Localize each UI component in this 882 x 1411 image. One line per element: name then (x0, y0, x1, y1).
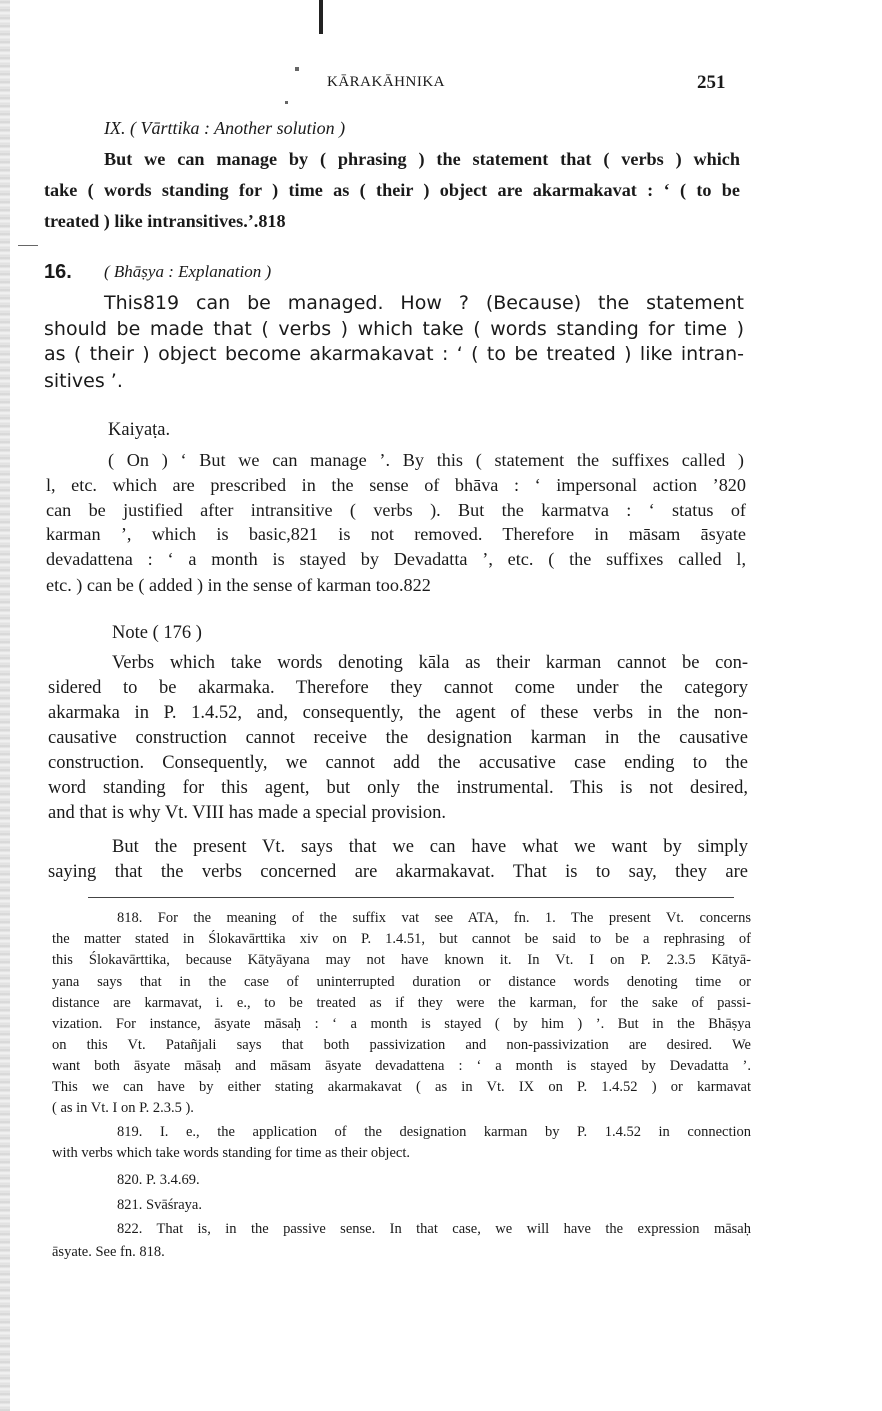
paragraph-line: take ( words standing for ) time as ( their ) object are akarmakavat : ‘ ( to be (44, 180, 740, 200)
paragraph-line: This819 can be managed. How ? (Because) the statement (104, 292, 744, 314)
page-number: 251 (697, 72, 726, 93)
footnote-line: 822. That is, in the passive sense. In that case, we will have the expression māsaḥ (117, 1221, 751, 1237)
section-number: 16. (44, 261, 72, 283)
paragraph-line: construction. Consequently, we cannot add the accusative case ending to the (48, 753, 748, 773)
paragraph-line: l, etc. which are prescribed in the sense of bhāva : ‘ impersonal action ’820 (46, 475, 746, 495)
paragraph-line: devadattena : ‘ a month is stayed by Devadatta ’, etc. ( the suffixes called l, (46, 549, 746, 569)
paragraph-line: But we can manage by ( phrasing ) the statement that ( verbs ) which (104, 149, 740, 169)
paragraph-line: karman ’, which is basic,821 is not removed. Therefore in māsam āsyate (46, 524, 746, 544)
footnote-line: the matter stated in Ślokavārttika xiv on P. 1.4.51, but cannot be said to be a rephrasing of (52, 931, 751, 947)
scan-dot (295, 67, 299, 71)
footnote-line: ( as in Vt. I on P. 2.3.5 ). (52, 1100, 194, 1116)
footnote-line: on this Vt. Patañjali says that both passivization and non-passivization are desired. We (52, 1037, 751, 1053)
footnote-line: 821. Svāśraya. (117, 1197, 202, 1213)
footnote-line: 819. I. e., the application of the designation karman by P. 1.4.52 in connection (117, 1124, 751, 1140)
footnote-line: This we can have by either stating akarmakavat ( as in Vt. IX on P. 1.4.52 ) or karmavat (52, 1079, 751, 1095)
footnote-line: this Ślokavārttika, because Kātyāyana may not have known it. In Vt. I on P. 2.3.5 Kātyā- (52, 952, 751, 968)
footnote-line: 820. P. 3.4.69. (117, 1172, 200, 1188)
running-head: KĀRAKĀHNIKA (327, 74, 445, 90)
footnote-line: 818. For the meaning of the suffix vat see ATA, fn. 1. The present Vt. concerns (117, 910, 751, 926)
section-heading: IX. ( Vārttika : Another solution ) (104, 118, 346, 138)
paragraph-line: treated ) like intransitives.’.818 (44, 211, 286, 231)
paragraph-line: saying that the verbs concerned are akarmakavat. That is to say, they are (48, 862, 748, 882)
scan-dot (285, 101, 288, 104)
footnote-line: yana says that in the case of uninterrupted duration or distance words denoting time or (52, 974, 751, 990)
paragraph-line: word standing for this agent, but only the instrumental. This is not desired, (48, 778, 748, 798)
footnote-line: with verbs which take words standing for time as their object. (52, 1145, 410, 1161)
scan-edge (0, 0, 10, 1411)
paragraph-line: ( On ) ‘ But we can manage ’. By this ( statement the suffixes called ) (108, 450, 744, 470)
top-scan-mark (319, 0, 323, 34)
paragraph-line: etc. ) can be ( added ) in the sense of karman too.822 (46, 575, 431, 595)
section-heading: ( Bhāṣya : Explanation ) (104, 262, 272, 281)
paragraph-line: and that is why Vt. VIII has made a special provision. (48, 803, 447, 823)
paragraph-line: Verbs which take words denoting kāla as their karman cannot be con- (112, 653, 748, 673)
scan-dash (18, 245, 38, 246)
paragraph-line: But the present Vt. says that we can have what we want by simply (112, 837, 748, 857)
footnote-line: distance are karmavat, i. e., to be treated as if they were the karman, for the sake of passi- (52, 995, 751, 1011)
paragraph-line: can be justified after intransitive ( verbs ). But the karmatva : ‘ status of (46, 500, 746, 520)
paragraph-line: causative construction cannot receive the designation karman in the causative (48, 728, 748, 748)
footnote-line: vization. For instance, āsyate māsaḥ : ‘ a month is stayed ( by him ) ’. But in the Bhāṣya (52, 1016, 751, 1032)
footnote-line: āsyate. See fn. 818. (52, 1244, 165, 1260)
paragraph-line: sidered to be akarmaka. Therefore they cannot come under the category (48, 678, 748, 698)
paragraph-line: should be made that ( verbs ) which take ( words standing for time ) (44, 318, 744, 340)
footnote-rule (88, 897, 734, 898)
footnote-line: want both āsyate māsaḥ and māsam āsyate devadattena : ‘ a month is stayed by Devadatta ’. (52, 1058, 751, 1074)
page-header (0, 72, 882, 98)
paragraph-line: sitives ’. (44, 370, 123, 392)
paragraph-line: akarmaka in P. 1.4.52, and, consequently, the agent of these verbs in the non- (48, 703, 748, 723)
section-heading: Note ( 176 ) (112, 623, 202, 643)
paragraph-line: as ( their ) object become akarmakavat : ‘ ( to be treated ) like intran- (44, 343, 744, 365)
section-heading: Kaiyaṭa. (108, 420, 171, 440)
